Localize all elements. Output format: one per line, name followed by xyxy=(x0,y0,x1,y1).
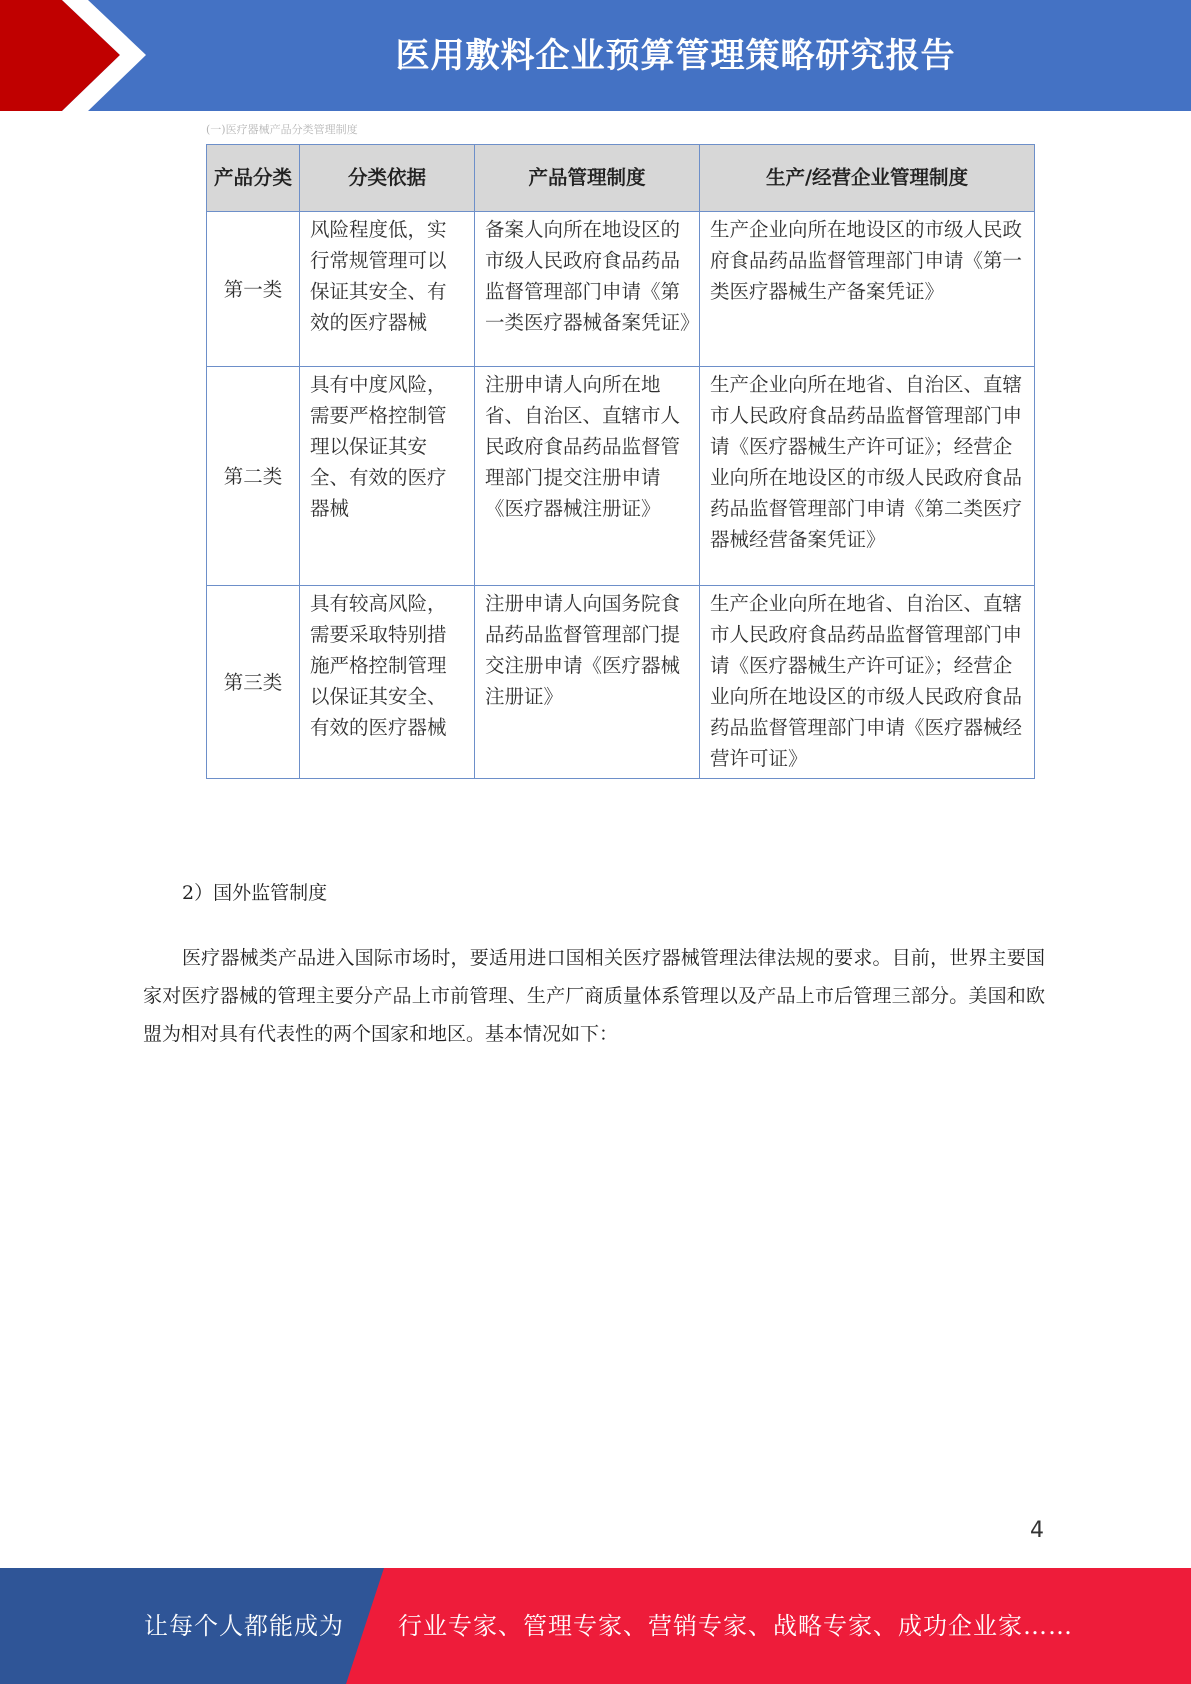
page-header xyxy=(0,0,1191,111)
footer-slogan-right: 行业专家、管理专家、营销专家、战略专家、成功企业家…… xyxy=(398,1612,1073,1640)
cell-enterprise-mgmt: 生产企业向所在地省、自治区、直辖市人民政府食品药品监督管理部门申请《医疗器械生产许可证》；经营企业向所在地设区的市级人民政府食品药品监督管理部门申请《医疗器械经营许可证》 xyxy=(700,586,1035,779)
column-header-category: 产品分类 xyxy=(207,145,300,212)
cell-enterprise-mgmt: 生产企业向所在地省、自治区、直辖市人民政府食品药品监督管理部门申请《医疗器械生产许可证》；经营企业向所在地设区的市级人民政府食品药品监督管理部门申请《第二类医疗器械经营备案凭证》 xyxy=(700,367,1035,586)
cell-basis: 具有较高风险，需要采取特别措施严格控制管理以保证其安全、有效的医疗器械 xyxy=(300,586,475,779)
device-classification-table xyxy=(206,144,1035,779)
table-row xyxy=(207,212,1035,367)
table-header-row xyxy=(207,145,1035,212)
column-header-enterprise-mgmt: 生产/经营企业管理制度 xyxy=(700,145,1035,212)
table-row xyxy=(207,367,1035,586)
cell-product-mgmt: 注册申请人向国务院食品药品监督管理部门提交注册申请《医疗器械注册证》 xyxy=(475,586,700,779)
cell-category: 第二类 xyxy=(207,367,300,586)
footer-slogan-left: 让每个人都能成为 xyxy=(144,1612,344,1640)
cell-basis: 具有中度风险，需要严格控制管理以保证其安全、有效的医疗器械 xyxy=(300,367,475,586)
column-header-basis: 分类依据 xyxy=(300,145,475,212)
column-header-product-mgmt: 产品管理制度 xyxy=(475,145,700,212)
cell-category: 第三类 xyxy=(207,586,300,779)
report-title: 医用敷料企业预算管理策略研究报告 xyxy=(395,35,956,76)
page-number: 4 xyxy=(1030,1518,1044,1543)
table-row xyxy=(207,586,1035,779)
page-footer xyxy=(0,1568,1191,1684)
cell-product-mgmt: 备案人向所在地设区的市级人民政府食品药品监督管理部门申请《第一类医疗器械备案凭证》 xyxy=(475,212,700,367)
cell-product-mgmt: 注册申请人向所在地省、自治区、直辖市人民政府食品药品监督管理部门提交注册申请《医疗器械注册证》 xyxy=(475,367,700,586)
table-caption-fragment: (一)医疗器械产品分类管理制度 xyxy=(206,124,358,136)
cell-category: 第一类 xyxy=(207,212,300,367)
cell-basis: 风险程度低，实行常规管理可以保证其安全、有效的医疗器械 xyxy=(300,212,475,367)
cell-enterprise-mgmt: 生产企业向所在地设区的市级人民政府食品药品监督管理部门申请《第一类医疗器械生产备案凭证》 xyxy=(700,212,1035,367)
body-paragraph: 医疗器械类产品进入国际市场时，要适用进口国相关医疗器械管理法律法规的要求。目前，世界主要国家对医疗器械的管理主要分产品上市前管理、生产厂商质量体系管理以及产品上市后管理三部分。美国和欧盟为相对具有代表性的两个国家和地区。基本情况如下： xyxy=(143,947,1045,1045)
section-subheading: 2）国外监管制度 xyxy=(182,882,328,904)
